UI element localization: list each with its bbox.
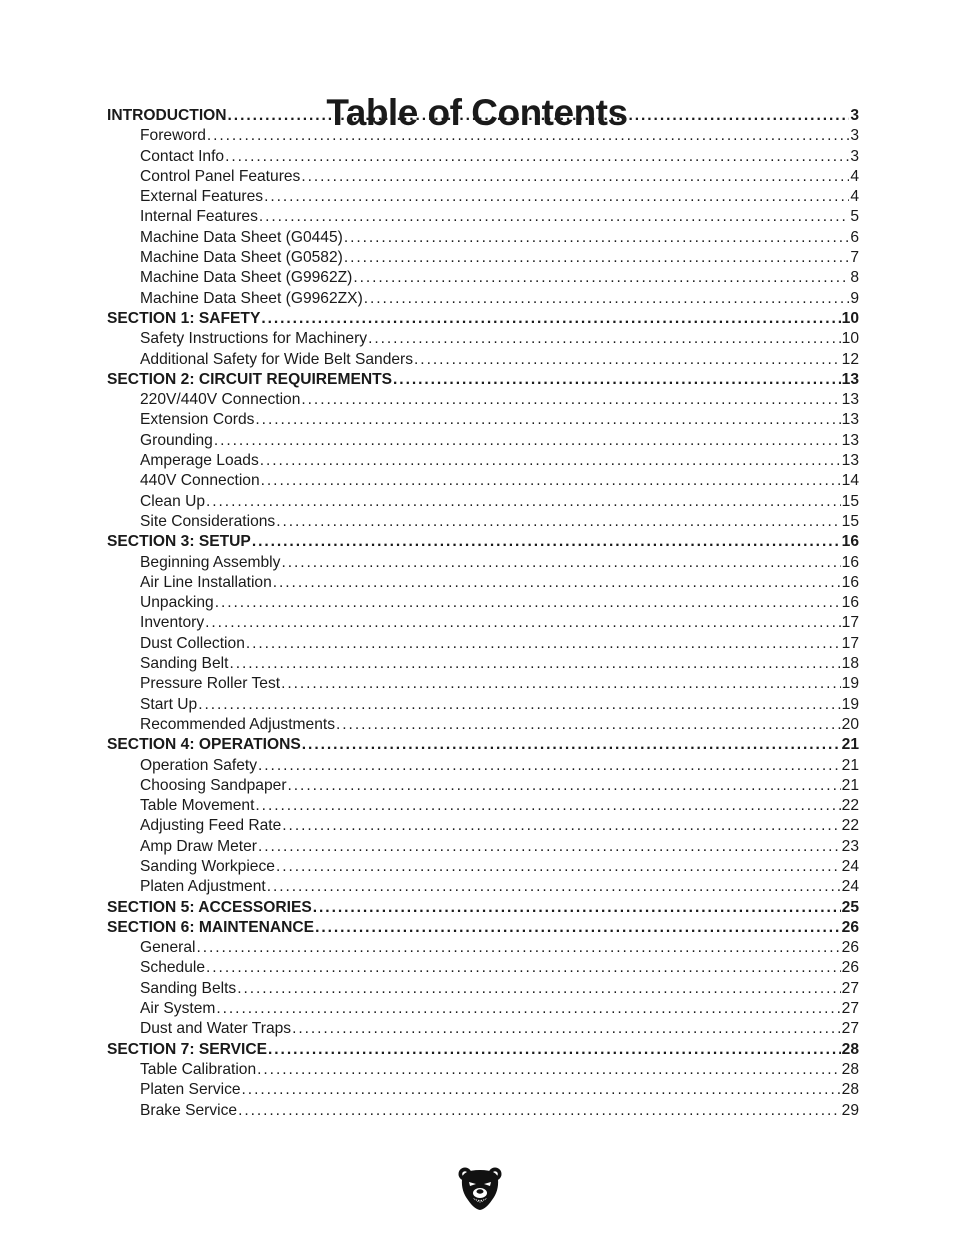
- toc-entry[interactable]: [107, 1019, 859, 1039]
- toc-entry-label: Foreword: [140, 127, 206, 145]
- toc-entry-page-number: 27: [841, 979, 859, 997]
- dot-leader: [225, 147, 849, 167]
- dot-leader: [228, 106, 850, 126]
- dot-leader: [261, 309, 840, 329]
- toc-entry-label: Table Calibration: [140, 1060, 257, 1078]
- toc-entry-label: INTRODUCTION: [107, 107, 227, 124]
- dot-leader: [336, 715, 841, 735]
- dot-leader: [313, 898, 841, 918]
- toc-entry-page-number: 28: [841, 1060, 859, 1078]
- dot-leader: [215, 593, 841, 613]
- dot-leader: [273, 573, 841, 593]
- toc-section-entry[interactable]: [107, 918, 859, 938]
- toc-entry-page-number: 13: [841, 391, 859, 409]
- dot-leader: [205, 613, 840, 633]
- toc-entry-page-number: 27: [841, 1020, 859, 1038]
- dot-leader: [264, 187, 849, 207]
- toc-entry[interactable]: [107, 877, 859, 897]
- toc-entry[interactable]: [107, 228, 859, 248]
- dot-leader: [281, 553, 840, 573]
- toc-entry-page-number: 20: [841, 715, 859, 733]
- toc-entry[interactable]: [107, 126, 859, 146]
- toc-entry-label: External Features: [140, 188, 264, 206]
- toc-entry-label: Additional Safety for Wide Belt Sanders: [140, 350, 414, 368]
- toc-entry-page-number: 3: [850, 107, 859, 124]
- toc-section-entry[interactable]: [107, 532, 859, 552]
- toc-entry-label: Adjusting Feed Rate: [140, 817, 282, 835]
- toc-entry-page-number: 28: [841, 1040, 859, 1058]
- toc-entry[interactable]: [107, 695, 859, 715]
- toc-entry-page-number: 14: [841, 472, 859, 490]
- toc-entry-label: Brake Service: [140, 1101, 238, 1119]
- dot-leader: [288, 776, 841, 796]
- toc-entry-label: Machine Data Sheet (G0582): [140, 249, 343, 267]
- toc-entry[interactable]: [107, 613, 859, 633]
- toc-entry-label: SECTION 1: SAFETY: [107, 309, 261, 327]
- dot-leader: [255, 410, 840, 430]
- toc-entry-page-number: 9: [850, 289, 859, 307]
- toc-entry[interactable]: [107, 471, 859, 491]
- toc-entry-label: Site Considerations: [140, 512, 276, 530]
- toc-entry-page-number: 10: [841, 309, 859, 327]
- toc-entry[interactable]: [107, 654, 859, 674]
- toc-entry-label: 440V Connection: [140, 472, 260, 490]
- toc-entry-page-number: 6: [850, 228, 859, 246]
- dot-leader: [276, 857, 841, 877]
- dot-leader: [242, 1080, 841, 1100]
- toc-section-entry[interactable]: [107, 1040, 859, 1060]
- toc-entry[interactable]: [107, 979, 859, 999]
- toc-entry-label: Machine Data Sheet (G0445): [140, 228, 343, 246]
- dot-leader: [344, 248, 849, 268]
- toc-section-entry[interactable]: [107, 898, 859, 918]
- dot-leader: [216, 999, 840, 1019]
- toc-entry-page-number: 19: [841, 675, 859, 693]
- toc-section-entry[interactable]: [107, 370, 859, 390]
- dot-leader: [260, 451, 841, 471]
- toc-entry-label: Control Panel Features: [140, 167, 301, 185]
- toc-entry-label: Air System: [140, 1000, 216, 1018]
- toc-entry-label: SECTION 6: MAINTENANCE: [107, 918, 315, 936]
- toc-entry[interactable]: [107, 756, 859, 776]
- toc-entry-label: Platen Adjustment: [140, 878, 266, 896]
- toc-entry-page-number: 13: [841, 370, 859, 388]
- toc-entry-page-number: 4: [850, 167, 859, 185]
- toc-entry[interactable]: [107, 147, 859, 167]
- toc-entry[interactable]: [107, 715, 859, 735]
- toc-entry-page-number: 26: [841, 959, 859, 977]
- dot-leader: [214, 431, 841, 451]
- toc-entry-page-number: 27: [841, 1000, 859, 1018]
- toc-entry-page-number: 13: [841, 431, 859, 449]
- toc-entry-label: SECTION 4: OPERATIONS: [107, 736, 301, 754]
- dot-leader: [282, 816, 840, 836]
- dot-leader: [268, 1040, 841, 1060]
- dot-leader: [276, 512, 840, 532]
- toc-entry-page-number: 17: [841, 614, 859, 632]
- toc-entry-label: Operation Safety: [140, 756, 258, 774]
- toc-entry-page-number: 21: [841, 756, 859, 774]
- toc-entry-label: Machine Data Sheet (G9962ZX): [140, 289, 363, 307]
- toc-entry-label: Table Movement: [140, 797, 255, 815]
- toc-entry-label: Pressure Roller Test: [140, 675, 281, 693]
- dot-leader: [267, 877, 841, 897]
- dot-leader: [207, 126, 849, 146]
- toc-entry-label: SECTION 7: SERVICE: [107, 1040, 268, 1058]
- toc-entry-label: Sanding Belt: [140, 655, 229, 673]
- toc-entry-label: Amperage Loads: [140, 452, 259, 470]
- toc-entry-label: Choosing Sandpaper: [140, 776, 287, 794]
- dot-leader: [281, 674, 841, 694]
- toc-entry-page-number: 25: [841, 898, 859, 916]
- toc-entry[interactable]: [107, 248, 859, 268]
- dot-leader: [229, 654, 840, 674]
- toc-entry[interactable]: [107, 187, 859, 207]
- dot-leader: [315, 918, 841, 938]
- toc-entry-page-number: 4: [850, 188, 859, 206]
- dot-leader: [302, 735, 841, 755]
- dot-leader: [206, 958, 841, 978]
- dot-leader: [261, 471, 841, 491]
- toc-entry[interactable]: [107, 512, 859, 532]
- dot-leader: [368, 329, 841, 349]
- toc-entry[interactable]: [107, 573, 859, 593]
- toc-entry[interactable]: [107, 776, 859, 796]
- toc-entry-label: Internal Features: [140, 208, 258, 226]
- toc-entry-page-number: 24: [841, 857, 859, 875]
- toc-section-entry[interactable]: [107, 309, 859, 329]
- bear-head-icon: [458, 1165, 502, 1211]
- dot-leader: [301, 390, 840, 410]
- toc-entry[interactable]: [107, 268, 859, 288]
- toc-entry[interactable]: [107, 634, 859, 654]
- toc-entry-label: Contact Info: [140, 147, 225, 165]
- dot-leader: [257, 1060, 840, 1080]
- toc-section-entry[interactable]: [107, 106, 859, 126]
- toc-entry-page-number: 13: [841, 411, 859, 429]
- toc-entry-page-number: 5: [850, 208, 859, 226]
- toc-entry-page-number: 24: [841, 878, 859, 896]
- dot-leader: [353, 268, 849, 288]
- toc-entry-page-number: 16: [841, 553, 859, 571]
- dot-leader: [246, 634, 841, 654]
- toc-entry-label: 220V/440V Connection: [140, 391, 301, 409]
- toc-entry[interactable]: [107, 350, 859, 370]
- toc-entry-page-number: 22: [841, 817, 859, 835]
- toc-entry[interactable]: [107, 816, 859, 836]
- toc-entry-label: Air Line Installation: [140, 573, 272, 591]
- toc-entry-label: Unpacking: [140, 594, 214, 612]
- table-of-contents: [107, 106, 859, 1121]
- dot-leader: [258, 837, 841, 857]
- dot-leader: [414, 350, 841, 370]
- toc-entry-page-number: 15: [841, 492, 859, 510]
- dot-leader: [198, 695, 840, 715]
- toc-entry[interactable]: [107, 451, 859, 471]
- toc-entry[interactable]: [107, 837, 859, 857]
- toc-entry[interactable]: [107, 207, 859, 227]
- toc-entry[interactable]: [107, 167, 859, 187]
- toc-entry[interactable]: [107, 289, 859, 309]
- toc-entry-page-number: 12: [841, 350, 859, 368]
- dot-leader: [301, 167, 849, 187]
- toc-entry-label: Clean Up: [140, 492, 206, 510]
- toc-entry-label: Extension Cords: [140, 411, 255, 429]
- toc-entry-label: Dust and Water Traps: [140, 1020, 292, 1038]
- toc-entry-page-number: 3: [850, 147, 859, 165]
- toc-entry[interactable]: [107, 410, 859, 430]
- toc-entry[interactable]: [107, 938, 859, 958]
- dot-leader: [364, 289, 850, 309]
- toc-entry[interactable]: [107, 674, 859, 694]
- dot-leader: [259, 207, 849, 227]
- toc-entry[interactable]: [107, 857, 859, 877]
- toc-entry-label: SECTION 3: SETUP: [107, 533, 251, 551]
- toc-entry-page-number: 15: [841, 512, 859, 530]
- toc-entry[interactable]: [107, 999, 859, 1019]
- dot-leader: [196, 938, 840, 958]
- dot-leader: [255, 796, 840, 816]
- toc-entry-page-number: 21: [841, 776, 859, 794]
- toc-entry-page-number: 7: [850, 249, 859, 267]
- toc-entry-page-number: 18: [841, 655, 859, 673]
- toc-entry-page-number: 17: [841, 634, 859, 652]
- toc-entry[interactable]: [107, 1060, 859, 1080]
- toc-entry-page-number: 10: [841, 330, 859, 348]
- toc-entry-page-number: 13: [841, 452, 859, 470]
- toc-entry-label: Machine Data Sheet (G9962Z): [140, 269, 353, 287]
- toc-entry-label: SECTION 2: CIRCUIT REQUIREMENTS: [107, 370, 393, 388]
- toc-entry-label: Sanding Workpiece: [140, 857, 275, 875]
- toc-entry-page-number: 26: [841, 939, 859, 957]
- toc-entry[interactable]: [107, 796, 859, 816]
- dot-leader: [238, 1101, 841, 1121]
- toc-entry[interactable]: [107, 390, 859, 410]
- toc-entry-page-number: 26: [841, 918, 859, 936]
- toc-entry-label: Recommended Adjustments: [140, 715, 336, 733]
- toc-entry-page-number: 3: [850, 127, 859, 145]
- toc-entry-page-number: 16: [841, 573, 859, 591]
- toc-entry-label: SECTION 5: ACCESSORIES: [107, 898, 312, 916]
- dot-leader: [292, 1019, 841, 1039]
- toc-entry-page-number: 19: [841, 695, 859, 713]
- toc-entry-label: Safety Instructions for Machinery: [140, 330, 368, 348]
- toc-entry-page-number: 16: [841, 533, 859, 551]
- toc-entry-label: General: [140, 939, 196, 957]
- toc-entry-label: Platen Service: [140, 1081, 241, 1099]
- toc-entry-label: Start Up: [140, 695, 198, 713]
- toc-entry[interactable]: [107, 1101, 859, 1121]
- toc-entry[interactable]: [107, 431, 859, 451]
- dot-leader: [393, 370, 841, 390]
- toc-entry-label: Inventory: [140, 614, 205, 632]
- toc-entry[interactable]: [107, 492, 859, 512]
- toc-entry[interactable]: [107, 593, 859, 613]
- dot-leader: [258, 756, 841, 776]
- toc-entry-page-number: 22: [841, 797, 859, 815]
- toc-entry-page-number: 28: [841, 1081, 859, 1099]
- toc-entry-page-number: 29: [841, 1101, 859, 1119]
- dot-leader: [237, 979, 840, 999]
- toc-entry[interactable]: [107, 329, 859, 349]
- toc-entry-label: Grounding: [140, 431, 213, 449]
- toc-entry-label: Beginning Assembly: [140, 553, 281, 571]
- dot-leader: [344, 228, 849, 248]
- toc-entry-label: Schedule: [140, 959, 206, 977]
- toc-section-entry[interactable]: [107, 735, 859, 755]
- toc-entry-page-number: 16: [841, 594, 859, 612]
- toc-entry-label: Dust Collection: [140, 634, 245, 652]
- toc-entry-label: Amp Draw Meter: [140, 837, 257, 855]
- toc-entry[interactable]: [107, 1080, 859, 1100]
- dot-leader: [206, 492, 841, 512]
- toc-entry-page-number: 23: [841, 837, 859, 855]
- toc-entry[interactable]: [107, 958, 859, 978]
- page-title: Table of Contents: [326, 91, 628, 133]
- toc-entry[interactable]: [107, 553, 859, 573]
- toc-entry-page-number: 21: [841, 736, 859, 754]
- toc-entry-page-number: 8: [850, 269, 859, 287]
- dot-leader: [252, 532, 841, 552]
- toc-entry-label: Sanding Belts: [140, 979, 237, 997]
